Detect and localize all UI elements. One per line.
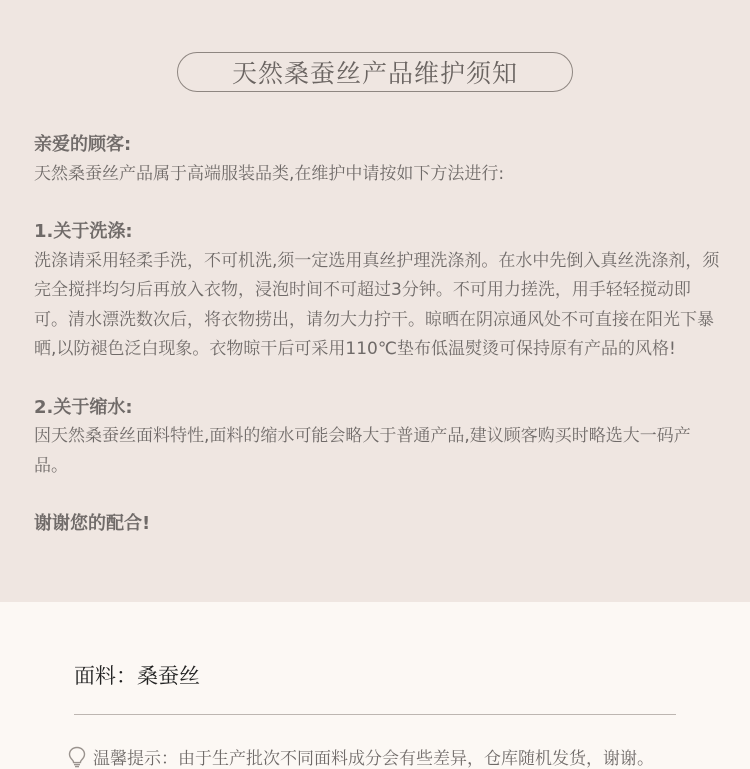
page-title: 天然桑蚕丝产品维护须知 <box>177 52 573 92</box>
washing-text: 洗涤请采用轻柔手洗，不可机洗,须一定选用真丝护理洗涤剂。在水中先倒入真丝洗涤剂，须完全搅拌均匀后再放入衣物，浸泡时间不可超过3分钟。不可用力搓洗，用手轻轻搅动即可。清水漂洗数次后，将衣物捞出，请勿大力拧干。晾晒在阴凉通风处不可直接在阳光下暴晒,以防褪色泛白现象。衣物晾干后可采用110℃垫布低温熨烫可保持原有产品的风格! <box>34 250 720 359</box>
washing-heading: 1.关于洗涤: <box>34 221 133 242</box>
care-content <box>34 130 724 539</box>
greeting: 亲爱的顾客: <box>34 134 132 155</box>
shrink-text: 因天然桑蚕丝面料特性,面料的缩水可能会略大于普通产品,建议顾客购买时略选大一码产品。 <box>34 426 691 476</box>
divider <box>74 714 676 715</box>
product-spec-section <box>0 602 750 769</box>
lightbulb-icon <box>67 746 87 768</box>
tip-row <box>67 744 654 769</box>
fabric-value: 桑蚕丝 <box>137 664 200 688</box>
shrink-heading: 2.关于缩水: <box>34 396 133 418</box>
tip-text: 温馨提示：由于生产批次不同面料成分会有些差异，仓库随机发货，谢谢。 <box>93 749 654 769</box>
fabric-label: 面料： <box>74 664 137 688</box>
fabric-row <box>74 660 200 690</box>
thanks-text: 谢谢您的配合! <box>34 513 151 534</box>
intro-text: 天然桑蚕丝产品属于高端服装品类,在维护中请按如下方法进行: <box>34 163 505 184</box>
